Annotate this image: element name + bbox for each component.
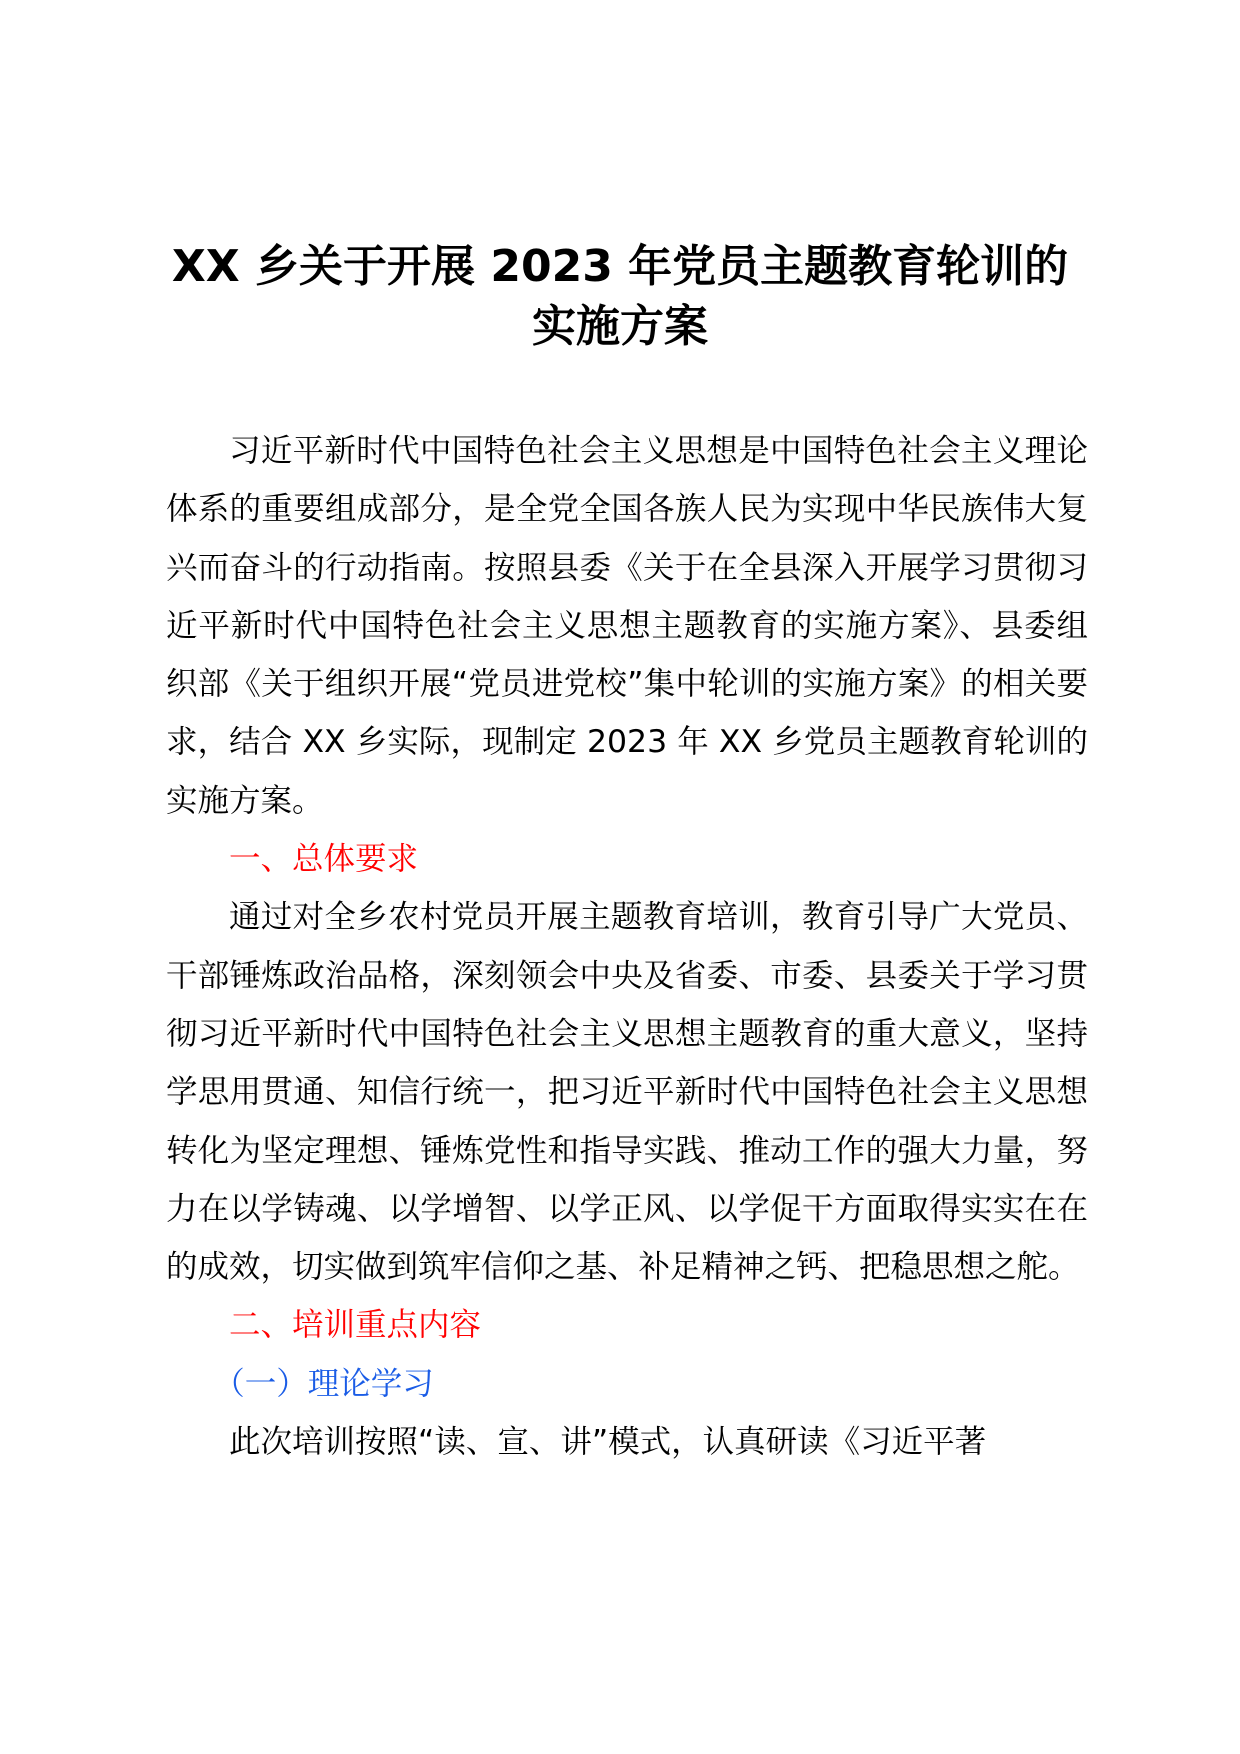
- section-heading-training-content: 二、培训重点内容: [229, 1307, 482, 1344]
- general-requirements-paragraph: 通过对全乡农村党员开展主题教育培训，教育引导广大党员、干部锤炼政治品格，深刻领会中央及省委、市委、县委关于学习贯彻习近平新时代中国特色社会主义思想主题教育的重大意义，坚持学思用贯通、知信行统一，把习近平新时代中国特色社会主义思想转化为坚定理想、锤炼党性和指导实践、推动工作的强大力量，努力在以学铸魂、以学增智、以学正风、以学促干方面取得实实在在的成效，切实做到筑牢信仰之基、补足精神之钙、把稳思想之舵。: [166, 899, 1088, 1286]
- document-title-line-2: 实施方案: [532, 301, 708, 352]
- intro-paragraph: 习近平新时代中国特色社会主义思想是中国特色社会主义理论体系的重要组成部分，是全党全国各族人民为实现中华民族伟大复兴而奋斗的行动指南。按照县委《关于在全县深入开展学习贯彻习近平新时代中国特色社会主义思想主题教育的实施方案》、县委组织部《关于组织开展“党员进党校”集中轮训的实施方案》的相关要求，结合 XX 乡实际，现制定 2023 年 XX 乡党员主题教育轮训的实施方案。: [166, 433, 1088, 819]
- theory-study-paragraph: 此次培训按照“读、宣、讲”模式，认真研读《习近平著: [229, 1424, 987, 1461]
- section-heading-general-requirements: 一、总体要求: [229, 841, 419, 878]
- document-title-line-1: XX 乡关于开展 2023 年党员主题教育轮训的: [171, 241, 1069, 292]
- subsection-heading-theory-study: （一）理论学习: [213, 1365, 434, 1402]
- document-body: [166, 422, 1088, 1471]
